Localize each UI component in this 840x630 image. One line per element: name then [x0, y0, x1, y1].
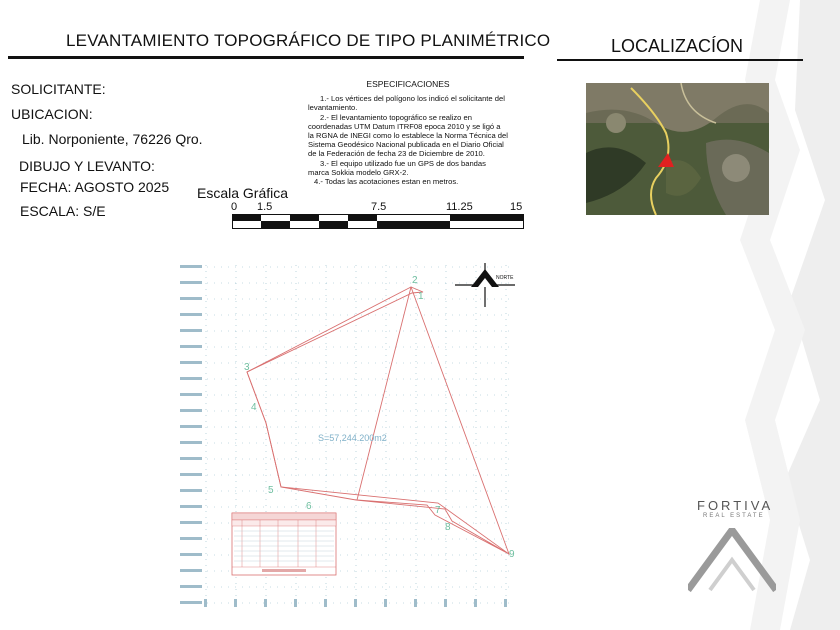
- north-label: NORTE: [496, 275, 514, 281]
- spec-item-1: 1.- Los vértices del polígono los indicó el solicitante del levantamiento.: [308, 94, 505, 113]
- scale-tick-1: 1.5: [257, 201, 273, 213]
- scale-tick-3: 11.25: [446, 201, 473, 213]
- page-title: LEVANTAMIENTO TOPOGRÁFICO DE TIPO PLANIMÉTRICO: [66, 31, 551, 50]
- north-arrow-icon: [455, 263, 515, 307]
- vertex-label-6: 6: [306, 501, 312, 512]
- location-title: LOCALIZACÍON: [611, 36, 744, 56]
- spec-item-4: 4.- Todas las acotaciones estan en metros.: [314, 177, 459, 187]
- grid-left-ticks: [180, 265, 202, 604]
- scale-bar: [232, 214, 525, 230]
- scale-tick-0: 0: [231, 201, 238, 213]
- fecha-label: FECHA: AGOSTO 2025: [20, 179, 170, 195]
- vertex-label-9: 9: [509, 549, 515, 560]
- vertex-label-2: 2: [412, 275, 418, 286]
- scale-tick-2: 7.5: [371, 201, 387, 213]
- survey-plan: [180, 255, 540, 615]
- brand-logo-icon: [688, 528, 776, 592]
- specifications-heading: ESPECIFICACIONES: [366, 79, 450, 89]
- dibujo-label: DIBUJO Y LEVANTO:: [19, 158, 155, 174]
- area-label: S=57,244.200m2: [318, 433, 387, 443]
- vertex-label-3: 3: [244, 362, 250, 373]
- coordinate-table: [232, 513, 336, 575]
- scale-tick-4: 15: [510, 201, 523, 213]
- vertex-label-5: 5: [268, 485, 274, 496]
- vertex-label-7: 7: [435, 505, 441, 516]
- specifications-block: [308, 80, 508, 186]
- brand-name: FORTIVA: [697, 498, 774, 513]
- address-text: Lib. Norponiente, 76226 Qro.: [22, 131, 203, 147]
- scale-title: Escala Gráfica: [197, 185, 289, 201]
- vertex-label-4: 4: [251, 402, 257, 413]
- escala-label: ESCALA: S/E: [20, 203, 106, 219]
- solicitante-label: SOLICITANTE:: [11, 81, 106, 97]
- vertex-label-8: 8: [445, 522, 451, 533]
- brand-tagline: REAL ESTATE: [703, 513, 765, 519]
- location-map: [586, 83, 769, 215]
- spec-item-2: 2.- El levantamiento topográfico se realizo en coordenadas UTM Datum ITRF08 epoca 2010 y se ligó a la RGNA de INEGI como lo establece la Norma Técnica del Sistema Geodésico Nacional publicada en el Diario Oficial de la Federación de fecha 23 de Diciembre de 2010.: [308, 112, 508, 159]
- ubicacion-label: UBICACION:: [11, 106, 93, 122]
- spec-item-3: 3.- El equipo utilizado fue un GPS de dos bandas marca Sokkia modelo GRX-2.: [308, 158, 486, 177]
- vertex-label-1: 1: [418, 291, 424, 302]
- location-rule: [557, 59, 803, 61]
- title-rule: [8, 56, 524, 59]
